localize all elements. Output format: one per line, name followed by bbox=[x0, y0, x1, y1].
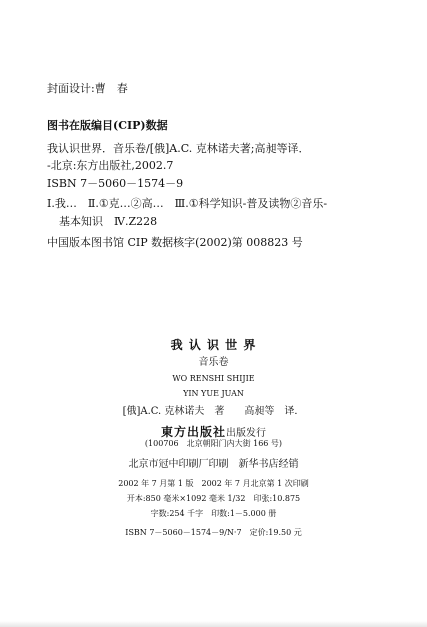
publisher-address: (100706 北京朝阳门内大街 166 号) bbox=[144, 439, 283, 448]
edition-info: 2002 年 7 月第 1 版 2002 年 7 月北京第 1 次印刷 bbox=[118, 479, 309, 488]
isbn-price: ISBN 7－5060－1574－9/N·7 定价:19.50 元 bbox=[125, 528, 302, 537]
publisher-suffix: 出版发行 bbox=[226, 428, 266, 439]
word-count-info: 字数:254 千字 印数:1－5.000 册 bbox=[150, 509, 277, 518]
format-info: 开本:850 毫米×1092 毫米 1/32 印张:10.875 bbox=[126, 494, 301, 503]
cip-line-title: 我认识世界．音乐卷/[俄]A.C. 克林诺夫著;高昶等译． bbox=[47, 142, 310, 155]
cip-line-isbn: ISBN 7－5060－1574－9 bbox=[47, 177, 184, 190]
cip-line-classification-cont: 基本知识 Ⅳ.Z228 bbox=[59, 215, 158, 228]
scan-edge-shadow bbox=[0, 621, 427, 627]
cip-line-classification: Ⅰ.我… Ⅱ.①克…②高… Ⅲ.①科学知识-普及读物②音乐- bbox=[47, 197, 328, 210]
cip-line-record-number: 中国版本图书馆 CIP 数据核字(2002)第 008823 号 bbox=[47, 236, 303, 249]
printing-info: 北京市冠中印刷厂印刷 新华书店经销 bbox=[128, 459, 299, 470]
book-title-pinyin: WO RENSHI SHIJIE bbox=[172, 374, 255, 383]
publisher-logo-name: 東方出版社 bbox=[160, 425, 226, 439]
cip-line-publisher: -北京:东方出版社,2002.7 bbox=[47, 159, 174, 172]
book-subtitle: 音乐卷 bbox=[198, 357, 229, 368]
book-title: 我 认 识 世 界 bbox=[170, 338, 257, 352]
cover-design-credit: 封面设计:曹 春 bbox=[47, 82, 128, 95]
publisher-line bbox=[0, 423, 427, 439]
book-authors: [俄]A.C. 克林诺夫 著 高昶等 译． bbox=[122, 406, 305, 417]
book-subtitle-pinyin: YIN YUE JUAN bbox=[183, 389, 244, 398]
cip-heading: 图书在版编目(CIP)数据 bbox=[47, 119, 168, 132]
